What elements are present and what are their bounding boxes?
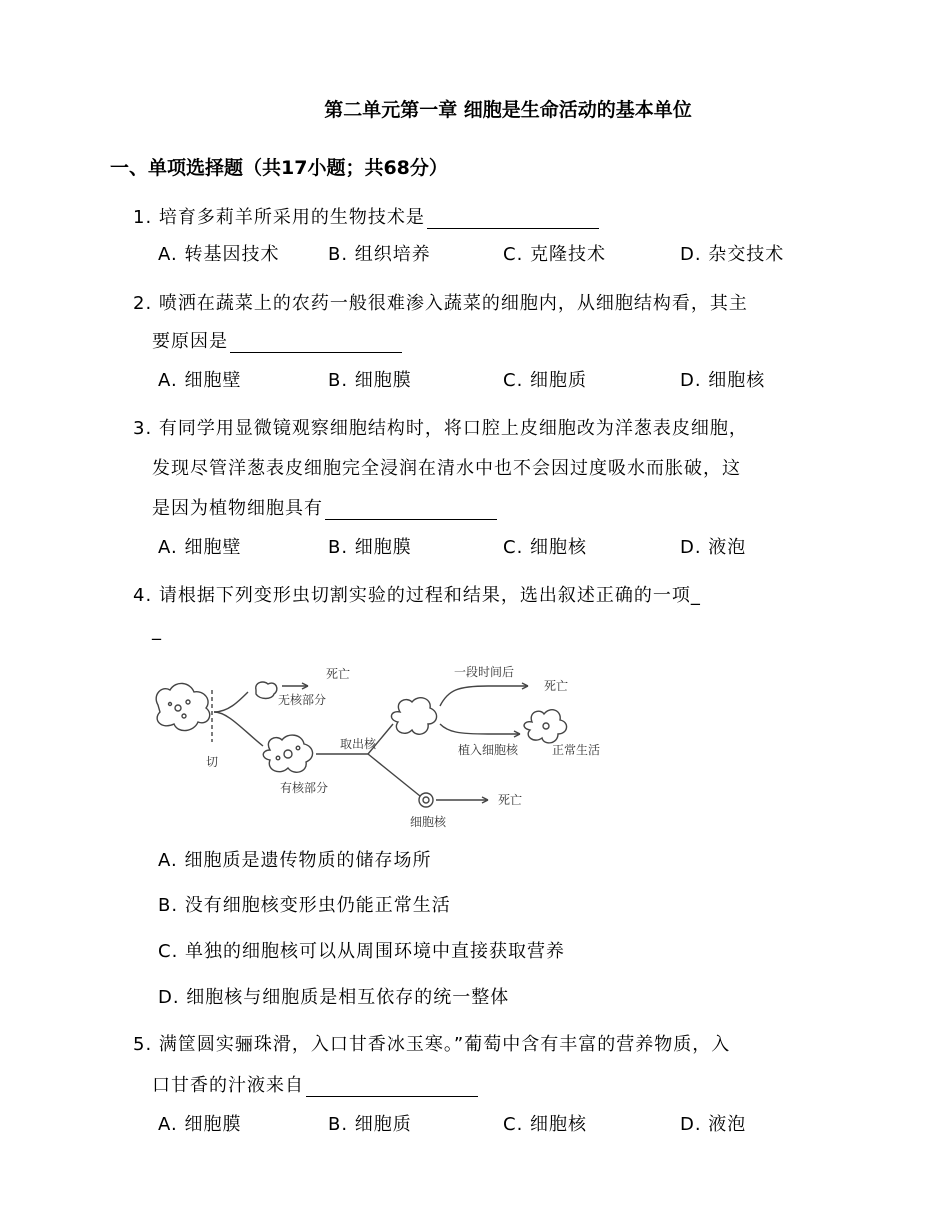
question-5-line-1: 5. 满筐圆实骊珠滑，入口甘香冰玉寒。”葡萄中含有丰富的营养物质，入 (133, 1034, 731, 1055)
question-3-line-3 (152, 494, 497, 520)
question-4-line-2: _ (152, 620, 162, 641)
option-b: B. 细胞质 (328, 1114, 412, 1135)
option-a: A. 转基因技术 (158, 244, 280, 265)
label-death-3: 死亡 (498, 793, 523, 807)
option-b: B. 没有细胞核变形虫仍能正常生活 (158, 895, 451, 916)
label-death-1: 死亡 (326, 667, 351, 681)
option-b: B. 组织培养 (328, 244, 431, 265)
option-c: C. 细胞核 (503, 1114, 588, 1135)
no-nucleus-part-icon (256, 682, 277, 699)
question-3-text: 是因为植物细胞具有 (152, 498, 323, 519)
option-d: D. 杂交技术 (680, 244, 785, 265)
option-a: A. 细胞壁 (158, 537, 242, 558)
option-a: A. 细胞质是遗传物质的储存场所 (158, 850, 432, 871)
question-4-line-1: 4. 请根据下列变形虫切割实验的过程和结果，选出叙述正确的一项_ (133, 585, 701, 606)
option-b: B. 细胞膜 (328, 537, 412, 558)
label-after-time: 一段时间后 (454, 665, 515, 679)
option-d: D. 细胞核与细胞质是相互依存的统一整体 (158, 987, 510, 1008)
section-heading: 一、单项选择题（共17小题；共68分） (110, 157, 448, 179)
option-a: A. 细胞膜 (158, 1114, 242, 1135)
option-d: D. 液泡 (680, 537, 747, 558)
question-3-line-1: 3. 有同学用显微镜观察细胞结构时，将口腔上皮细胞改为洋葱表皮细胞， (133, 418, 748, 439)
nucleus-icon (419, 793, 433, 807)
option-b: B. 细胞膜 (328, 370, 412, 391)
question-5-line-2 (152, 1071, 478, 1097)
page-title: 第二单元第一章 细胞是生命活动的基本单位 (324, 99, 692, 121)
question-1 (133, 203, 599, 229)
question-2-line-2 (152, 327, 402, 353)
question-5-text: 口甘香的汁液来自 (152, 1075, 304, 1096)
question-2-line-1: 2. 喷洒在蔬菜上的农药一般很难渗入蔬菜的细胞内，从细胞结构看，其主 (133, 293, 748, 314)
label-nucleus: 细胞核 (410, 815, 447, 829)
question-1-text: 1. 培育多莉羊所采用的生物技术是 (133, 207, 425, 228)
option-a: A. 细胞壁 (158, 370, 242, 391)
answer-blank (306, 1078, 478, 1097)
option-d: D. 细胞核 (680, 370, 766, 391)
question-2-text: 要原因是 (152, 331, 228, 352)
label-insert-nucleus: 植入细胞核 (458, 743, 519, 757)
option-c: C. 细胞核 (503, 537, 588, 558)
label-remove-nucleus: 取出核 (340, 737, 377, 751)
label-cut: 切 (206, 755, 219, 769)
option-c: C. 克隆技术 (503, 244, 607, 265)
amoeba-experiment-diagram (148, 650, 618, 830)
label-death-2: 死亡 (544, 679, 569, 693)
question-3-line-2: 发现尽管洋葱表皮细胞完全浸润在清水中也不会因过度吸水而胀破，这 (152, 458, 741, 479)
label-no-nucleus-part: 无核部分 (278, 693, 327, 707)
answer-blank (427, 210, 599, 229)
option-c: C. 细胞质 (503, 370, 588, 391)
answer-blank (325, 501, 497, 520)
answer-blank (230, 334, 402, 353)
nucleus-part-icon (263, 735, 312, 772)
label-normal-life: 正常生活 (552, 743, 601, 757)
amoeba-whole-icon (156, 683, 210, 730)
enucleated-amoeba-icon (391, 698, 436, 735)
living-amoeba-icon (524, 710, 567, 743)
option-d: D. 液泡 (680, 1114, 747, 1135)
option-c: C. 单独的细胞核可以从周围环境中直接获取营养 (158, 941, 566, 962)
label-nucleus-part: 有核部分 (280, 781, 329, 795)
